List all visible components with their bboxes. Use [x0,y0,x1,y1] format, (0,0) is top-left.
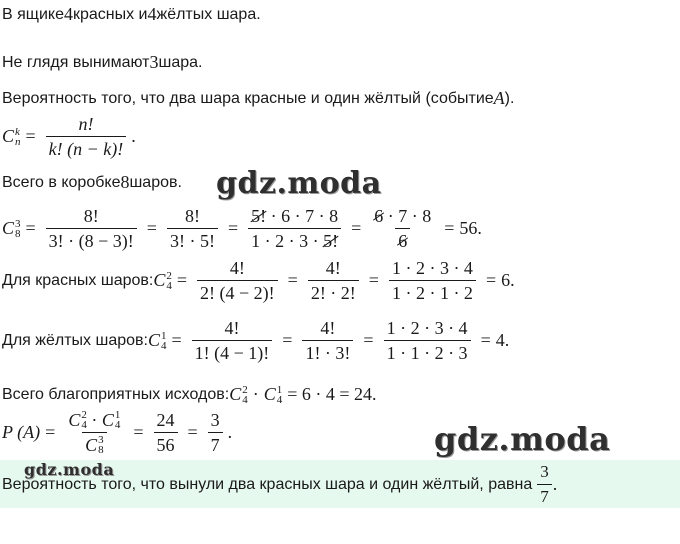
equals: = [227,218,239,238]
equals: = [351,218,362,238]
text: ). [504,89,515,107]
number: 8 [120,172,130,192]
favorable-outcomes-formula [2,384,377,405]
equals: = [363,330,374,350]
denominator: k! (n − k)! [46,136,127,159]
text: В ящике [2,5,64,23]
event-definition [2,88,514,109]
c-letter: C [101,410,114,430]
denominator: 1 · 2 · 1 · 2 [389,280,476,303]
numerator: 4! [320,318,336,338]
indices [242,385,248,405]
fraction [46,206,137,251]
numerator: 24 [156,410,175,430]
equals: = [368,270,379,290]
c-letter: C [68,410,81,430]
watermark-logo: gdz.moda [24,460,115,479]
indices [161,331,167,351]
combination-symbol [2,126,21,147]
denominator: 1! (4 − 1)! [192,340,273,363]
numerator: 3 [540,462,549,481]
cancelled-term: 5! [251,206,267,226]
equals: = [133,422,144,442]
indices [115,410,121,430]
dot: · [91,410,102,430]
sub: 8 [15,227,21,240]
number: 3 [149,52,159,72]
numerator: 4! [325,258,341,278]
sub: 4 [160,339,167,352]
label: Всего благоприятных исходов: [2,385,230,403]
denominator: 7 [208,432,223,455]
sup: 2 [242,383,248,396]
label: Для жёлтых шаров: [2,331,148,349]
sub: 8 [98,444,104,456]
number: 4 [147,4,157,24]
yellow-combinations-formula [2,318,509,363]
indices [166,271,172,291]
result: 4. [495,330,510,350]
fraction [248,206,341,251]
total-balls-statement [2,172,182,193]
numerator: n! [78,114,94,134]
equals: = [146,218,157,238]
denominator [395,228,410,251]
sup: 1 [276,383,283,396]
cancelled-term: 6 [374,206,384,226]
combination-symbol [2,218,21,239]
combination-symbol [229,384,248,405]
event-variable: A [493,88,505,108]
result: 6. [501,270,515,290]
period: . [227,422,233,442]
c-letter: C [2,218,15,238]
total-combinations-formula [2,206,482,251]
denominator [82,432,107,455]
text: Вероятность того, что два шара красные и один жёлтый (событие [2,89,494,107]
problem-statement-1 [2,4,261,25]
text: шара. [158,53,203,71]
period: . [131,126,136,146]
indices [98,435,104,455]
probability-formula [2,410,232,455]
fraction [308,258,359,303]
text: жёлтых шара. [156,5,261,23]
indices [277,385,283,405]
red-combinations-formula [2,258,515,303]
numerator: 4! [229,258,245,278]
problem-statement-2 [2,52,202,73]
sup: 2 [81,409,87,421]
sup: 3 [15,217,21,230]
answer-text: Вероятность того, что вынули два красных шара и один жёлтый, равна [2,475,533,493]
sub: n [15,135,21,148]
combination-symbol [85,435,104,455]
sup: k [15,125,20,138]
numerator: 1 · 2 · 3 · 4 [391,258,473,278]
denominator: 2! (4 − 2)! [197,280,278,303]
sup: 1 [114,409,121,421]
equals: = [485,270,497,290]
equals: = [444,218,455,238]
fraction [208,410,223,455]
numerator [371,206,434,228]
term: · 7 · 8 [383,206,432,226]
sup: 3 [98,434,104,446]
sub: 4 [114,419,121,431]
c-letter: C [229,384,242,404]
text: шаров. [129,173,182,191]
period: . [552,474,558,494]
sub: 4 [81,419,87,431]
fraction [389,258,476,303]
c-letter: C [263,384,276,404]
number: 4 [63,4,73,24]
indices [81,410,87,430]
equals: = [25,126,36,146]
probability-label: P (A) [2,422,41,442]
fraction [46,114,127,159]
fraction [302,318,353,363]
result: 56. [459,218,482,238]
combination-symbol [102,410,121,430]
equals: = [171,330,182,350]
watermark-logo: gdz.moda [434,420,611,458]
sup: 2 [166,269,172,282]
numerator: 3 [210,410,220,430]
equals: = [176,270,188,290]
c-letter: C [147,330,160,350]
numerator: 1 · 2 · 3 · 4 [386,318,468,338]
fraction [371,206,434,251]
indices [15,219,21,239]
denominator: 56 [154,432,178,455]
cancelled-term: 5! [323,231,339,251]
numerator [248,206,341,228]
combination-symbol [148,330,167,351]
c-letter: C [85,435,98,455]
fraction [384,318,471,363]
result: = 6 · 4 = 24. [287,384,377,404]
sup: 1 [160,329,167,342]
dot: · [252,384,259,404]
text: Всего в коробке [2,173,121,191]
denominator: 3! · (8 − 3)! [46,228,137,251]
general-combination-formula [2,114,136,159]
equals: = [45,422,56,442]
term: · 6 · 7 · 8 [266,206,339,226]
combination-symbol [153,270,172,291]
indices [15,127,21,147]
fraction [154,410,178,455]
combination-symbol [68,410,87,430]
denominator: 2! · 2! [308,280,359,303]
fraction [167,206,218,251]
denominator: 1! · 3! [302,340,353,363]
denominator: 3! · 5! [167,228,218,251]
text: Не глядя вынимают [2,53,150,71]
label: Для красных шаров: [2,271,154,289]
sub: 4 [276,393,283,406]
equals: = [480,330,491,350]
equals: = [25,218,36,238]
equals: = [282,330,293,350]
text: красных и [72,5,148,23]
fraction [192,318,273,363]
denominator: 1 · 1 · 2 · 3 [384,340,471,363]
watermark-logo: gdz.moda [216,166,382,201]
denominator [248,228,341,251]
cancelled-term: 6 [398,231,408,251]
fraction [197,258,278,303]
equals: = [187,422,198,442]
numerator: 8! [184,206,200,226]
answer-fraction [537,462,552,507]
c-letter: C [153,270,166,290]
numerator [65,410,123,432]
numerator: 8! [83,206,99,226]
sub: 4 [166,279,172,292]
denominator: 7 [537,484,552,507]
numerator: 4! [224,318,240,338]
term: 1 · 2 · 3 · [251,231,324,251]
combination-symbol [264,384,283,405]
sub: 4 [242,393,248,406]
equals: = [287,270,298,290]
c-letter: C [2,126,15,146]
fraction [65,410,123,455]
